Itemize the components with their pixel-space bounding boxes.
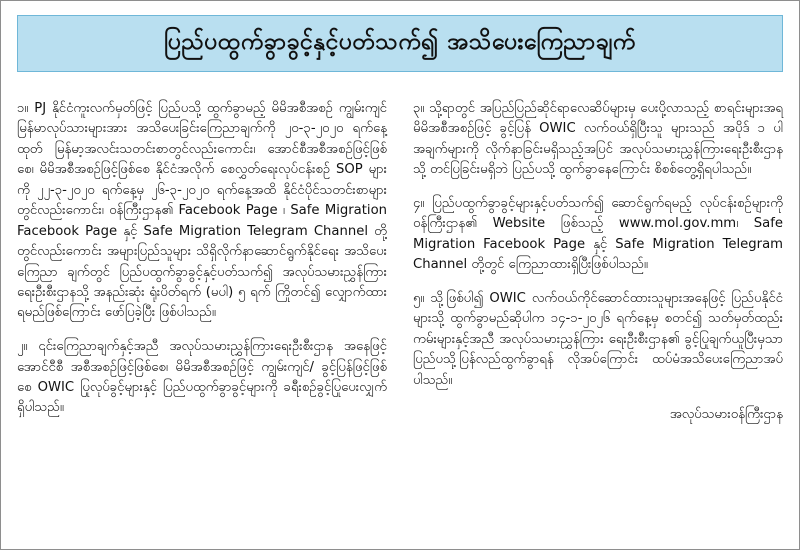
announcement-banner <box>17 15 783 72</box>
paragraph-1: ၁။ PJ နိုင်ငံကူးလက်မှတ်ဖြင့် ပြည်ပသို့ ထွက်ခွာမည့် မိမိအစီအစဉ် ကျွမ်းကျင်မြန်မာလုပ်သားများအား အသိပေးခြင်းကြေညာချက်ကို ၂၀-၃-၂၀၂၀ ရက်နေ့ထုတ် မြန်မာ့အလင်းသတင်းစာတွင်လည်းကောင်း၊ အောင်စီအစီအစဉ်ဖြင့်ဖြစ်စေ၊ မိမိအစီအစဉ်ဖြင့်ဖြစ်စေ နိုင်ငံအလိုက် စေလွှတ်ရေးလုပ်ငန်းစဉ် SOP များကို ၂၂-၃-၂၀၂၀ ရက်နေ့မှ ၂၆-၃-၂၀၂၀ ရက်နေ့အထိ နိုင်ငံပိုင်သတင်းစာများတွင်လည်းကောင်း၊ ဝန်ကြီးဌာန၏ Facebook Page ၊ Safe Migration Facebook Page နှင့် Safe Migration Telegram Channel တို့တွင်လည်းကောင်း အများပြည်သူများ သိရှိလိုက်နာဆောင်ရွက်နိုင်ရေး အသိပေးကြေညာ ချက်တွင် ပြည်ပထွက်ခွာခွင့်နှင့်ပတ်သက်၍ အလုပ်သမားညွှန်ကြား ရေးဦးစီးဌာနသို့ အနည်းဆုံး ရုံးပိတ်ရက် (မပါ) ၅ ရက် ကြိုတင်၍ လျှောက်ထားရမည်ဖြစ်ကြောင်း ဖော်ပြခဲ့ပြီး ဖြစ်ပါသည်။ <box>17 100 387 321</box>
paragraph-3: ၃။ သို့ရာတွင် အပြည်ပြည်ဆိုင်ရာလေဆိပ်များမှ ပေးပို့လာသည့် စာရင်းများအရ မိမိအစီအစဉ်ဖြင့် ခွင့်ပြန် OWIC လက်ဝယ်ရှိပြီးသူ များသည် အပိုဒ် ၁ ပါအချက်များကို လိုက်နာခြင်းမရှိသည့်အပြင် အလုပ်သမားညွှန်ကြားရေးဦးစီးဌာနသို့ တင်ပြခြင်းမရှိဘဲ ပြည်ပသို့ ထွက်ခွာနေကြောင်း စိစစ်တွေ့ရှိရပါသည်။ <box>413 100 783 178</box>
article-columns <box>17 86 783 428</box>
paragraph-4: ၄။ ပြည်ပထွက်ခွာခွင့်များနှင့်ပတ်သက်၍ ဆောင်ရွက်ရမည့် လုပ်ငန်းစဉ်များကို ဝန်ကြီးဌာန၏ Website ဖြစ်သည့် www.mol.gov.mm၊ Safe Migration Facebook Page နှင့် Safe Migration Telegram Channel တို့တွင် ကြေညာထားရှိပြီးဖြစ်ပါသည်။ <box>413 195 783 273</box>
paragraph-5: ၅။ သို့ဖြစ်ပါ၍ OWIC လက်ဝယ်ကိုင်ဆောင်ထားသူများအနေဖြင့် ပြည်ပနိုင်ငံများသို့ ထွက်ခွာမည်ဆိုပါက ၁၄-၁-၂၀၂၆ ရက်နေ့မှ စတင်၍ သတ်မှတ်ထည်းကမ်းများနှင့်အညီ အလုပ်သမားညွှန်ကြား ရေးဦးစီးဌာန၏ ခွင့်ပြုချက်ယူပြီးမှသာ ပြည်ပသို့ပြန်လည်ထွက်ခွာရန် လိုအပ်ကြောင်း ထပ်မံအသိပေးကြေညာအပ်ပါသည်။ <box>413 290 783 388</box>
page-title: ပြည်ပထွက်ခွာခွင့်နှင့်ပတ်သက်၍ အသိပေးကြေညာချက် <box>164 29 636 55</box>
left-column <box>17 86 387 428</box>
right-column <box>413 86 783 425</box>
paragraph-2: ၂။ ၎င်းကြေညာချက်နှင့်အညီ အလုပ်သမားညွှန်ကြားရေးဦးစီးဌာန အနေဖြင့် အောင်ငီစီ အစီအစဉ်ဖြင့်ဖြစ်စေ၊ မိမိအစီအစဉ်ဖြင့် ကျွမ်းကျင်/ ခွင့်ပြန်ဖြင့်ဖြစ်စေ OWIC ပြုလုပ်ခွင့်များနှင့် ပြည်ပထွက်ခွာခွင့်များကို ခရီးစဉ်ခွင့်ပြုပေးလျှက်ရှိပါသည်။ <box>17 339 387 416</box>
signature-line: အလုပ်သမားဝန်ကြီးဌာန <box>669 407 783 423</box>
